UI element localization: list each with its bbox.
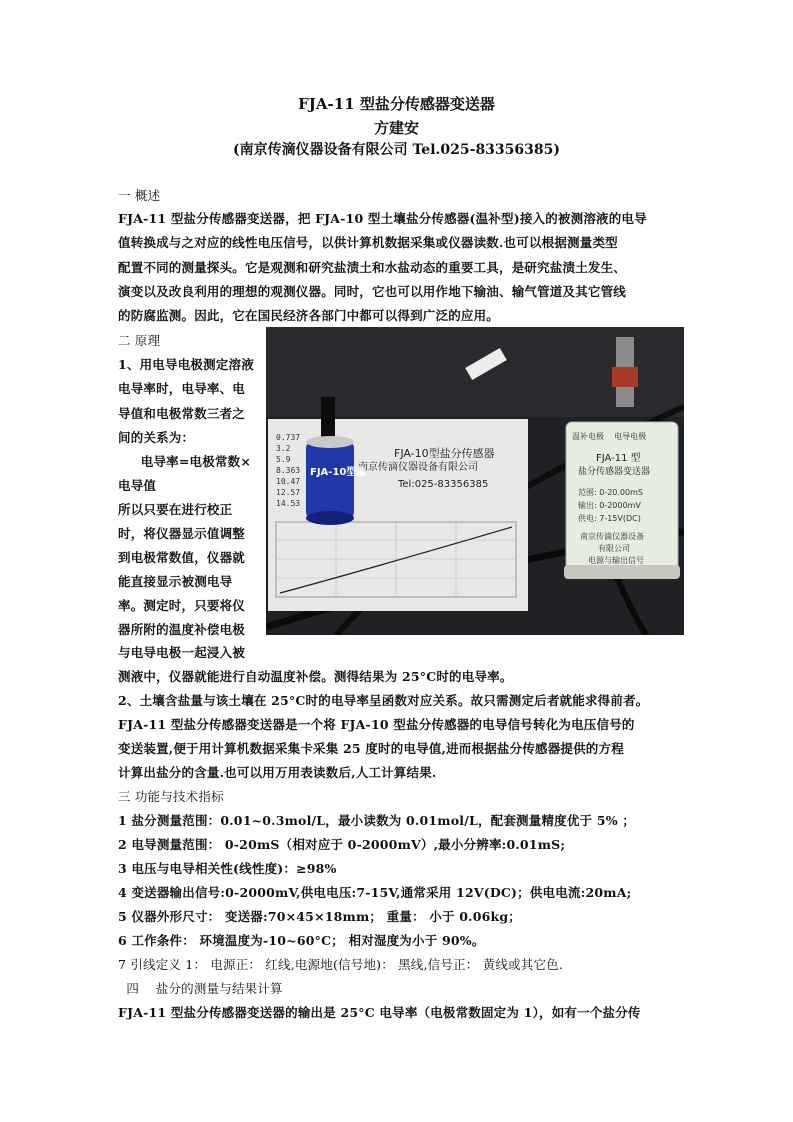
doc-company: (南京传滴仪器设备有限公司 Tel.025-83356385)	[233, 142, 560, 158]
doc-title: FJA-11 型盐分传感器变送器	[298, 95, 495, 113]
card-value: 14.53	[276, 499, 301, 508]
spec-item: 7 引线定义 1： 电源正： 红线,电源地(信号地)： 黑线,信号正： 黄线或其它色.	[118, 957, 564, 972]
box-spec: 供电: 7-15V(DC)	[578, 514, 641, 523]
section-2-side-line: 间的关系为：	[118, 430, 195, 445]
box-spec: 输出: 0-2000mV	[578, 501, 641, 510]
box-title-line-2: 盐分传感器变送器	[578, 467, 651, 477]
section-2-side-line: 时，将仪器显示值调整	[118, 526, 246, 541]
section-3-heading: 三 功能与技术指标	[118, 789, 224, 804]
spec-item: 3 电压与电导相关性(线性度)：≥98%	[118, 861, 337, 876]
section-2-line: 2、土壤含盐量与该土壤在 25°C时的电导率呈函数对应关系。故只需测定后者就能求得前者。	[118, 693, 649, 708]
section-2-line: 测液中，仪器就能进行自动温度补偿。测得结果为 25°C时的电导率。	[118, 669, 513, 684]
card-line-1: FJA-10型盐分传感器	[394, 447, 495, 460]
product-photo	[266, 327, 684, 635]
box-maker: 有限公司	[598, 544, 630, 553]
section-2-line: FJA-11 型盐分传感器变送器是一个将 FJA-10 型盐分传感器的电导信号转化为电压信号的	[118, 717, 635, 732]
sensor-label: FJA-10型盐	[310, 467, 367, 478]
section-2-side-line: 与电导电极一起浸入被	[118, 645, 246, 660]
section-2-side-line: 所以只要在进行校正	[118, 502, 233, 517]
section-1-heading: 一 概述	[118, 188, 161, 203]
section-2-side-line: 到电极常数值，仪器就	[118, 550, 246, 565]
box-title-line-1: FJA-11 型	[596, 453, 641, 464]
box-top-label: 温补电极 电导电极	[572, 432, 647, 441]
card-line-3: Tel:025-83356385	[398, 479, 489, 490]
section-2-heading: 二 原理	[118, 333, 161, 348]
card-value: 0.737	[276, 433, 301, 442]
formula-line: 电导率=电极常数×	[118, 454, 252, 469]
section-2-side-line: 1、用电导电极测定溶液	[118, 357, 254, 372]
card-value: 10.47	[276, 477, 301, 486]
card-line-2: 南京传滴仪器设备有限公司	[358, 462, 478, 473]
box-spec: 范围: 0-20.00mS	[578, 488, 643, 497]
card-value: 8.363	[276, 466, 301, 475]
transmitter-box	[564, 422, 680, 579]
card-value: 12.57	[276, 488, 301, 497]
section-2-side-line: 器所附的温度补偿电极	[118, 622, 246, 637]
spec-item: 5 仪器外形尺寸： 变送器:70×45×18mm； 重量： 小于 0.06kg；	[118, 909, 522, 924]
section-1-paragraph-line: 值转换成与之对应的线性电压信号，以供计算机数据采集或仪器读数.也可以根据测量类型	[118, 235, 618, 250]
section-2-side-line: 电导值	[118, 478, 157, 493]
box-bottom-label: 电源与输出信号	[588, 556, 644, 565]
section-2-line: 计算出盐分的含量.也可以用万用表读数后,人工计算结果.	[118, 765, 437, 780]
section-2-side-line: 导值和电极常数三者之	[118, 406, 246, 421]
spec-item: 4 变送器输出信号:0-2000mV,供电电压:7-15V,通常采用 12V(DC)；供电电流:20mA;	[118, 885, 632, 900]
spec-item: 1 盐分测量范围：0.01~0.3mol/L，最小读数为 0.01mol/L，配套测量精度优于 5% ；	[118, 813, 636, 828]
section-1-paragraph-line: 的防腐监测。因此，它在国民经济各部门中都可以得到广泛的应用。	[118, 308, 500, 323]
box-maker: 南京传滴仪器设备	[580, 532, 644, 541]
spec-item: 2 电导测量范围： 0-20mS（相对应于 0-2000mV）,最小分辨率:0.01mS;	[118, 837, 566, 852]
section-1-paragraph-line: FJA-11 型盐分传感器变送器，把 FJA-10 型土壤盐分传感器(温补型)接入的被测溶液的电导	[118, 211, 647, 226]
section-2-side-line: 率。测定时，只要将仪	[118, 598, 246, 613]
section-4-paragraph-line: FJA-11 型盐分传感器变送器的输出是 25°C 电导率（电极常数固定为 1），如有一个盐分传	[118, 1005, 641, 1020]
section-2-side-line: 能直接显示被测电导	[118, 574, 233, 589]
card-value: 3.2	[276, 444, 291, 453]
section-4-heading: 四 盐分的测量与结果计算	[118, 981, 283, 996]
section-2-line: 变送装置,便于用计算机数据采集卡采集 25 度时的电导值,进而根据盐分传感器提供的方程	[118, 741, 624, 756]
doc-author: 方建安	[373, 119, 419, 137]
spec-item: 6 工作条件： 环境温度为-10~60°C； 相对湿度为小于 90%。	[118, 933, 485, 948]
card-value: 5.9	[276, 455, 291, 464]
section-2-side-line: 电导率时，电导率、电	[118, 381, 246, 396]
section-1-paragraph-line: 配置不同的测量探头。它是观测和研究盐渍土和水盐动态的重要工具，是研究盐渍土发生、	[118, 260, 627, 275]
section-1-paragraph-line: 演变以及改良利用的理想的观测仪器。同时，它也可以用作地下输油、输气管道及其它管线	[118, 284, 627, 299]
